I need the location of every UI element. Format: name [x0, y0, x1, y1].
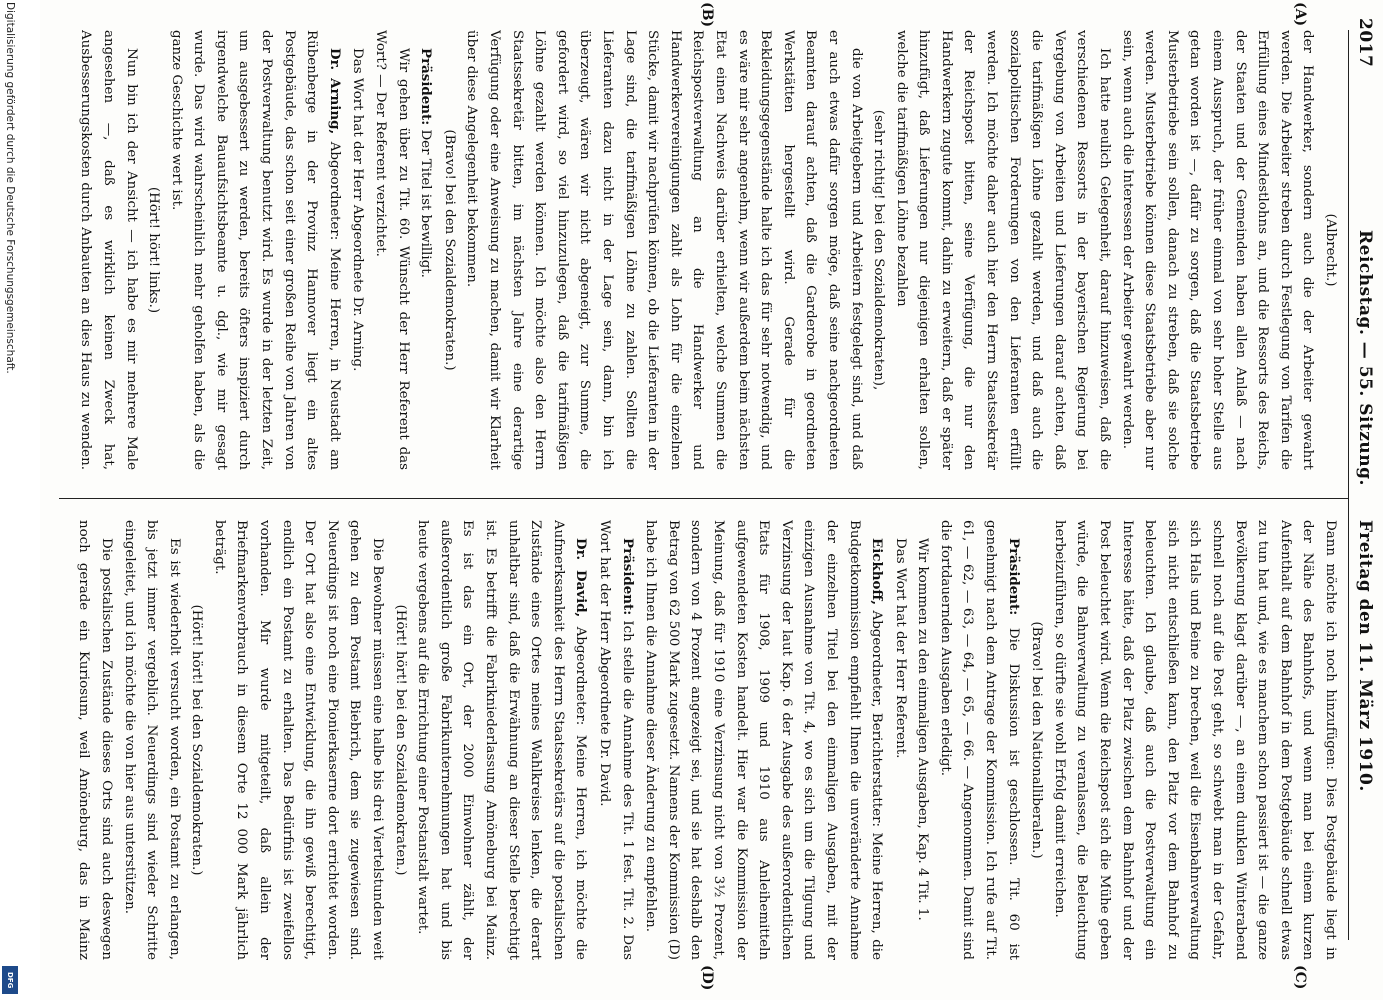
paragraph-text: Ich stelle die Annahme des Tit. 1 fest. Tit. 2. Das Wort hat der Herr Abgeordnete Dr. David.	[597, 520, 635, 960]
paragraph-text: Abgeordneter, Berichterstatter: Meine Herren, die Budgetkommission empfiehlt Ihnen die unveränderte Annahme der einzelnen Titel bei den einmaligen Ausgaben, mit der einzigen Ausnahme von Tit. 4, wo es sich um die Tilgung und Verzinsung der laut Kap. 6 der Ausgabe des außerordentlichen Etats für 1908, 1909 und 1910 aus Anleihemitteln aufgewendeten Kosten handelt. Hier war die Kommission der Meinung, daß für 1910 eine Verzinsung nicht von 3½ Prozent, sondern von 4 Prozent angezeigt sei, und sie hat deshalb den Betrag von 62 500 Mark zugesetzt. Namens der Kommission (D) habe ich Ihnen die Annahme dieser Änderung zu empfehlen.	[643, 520, 885, 960]
header-rule	[1348, 30, 1349, 940]
paragraph-text: Wir gehen über zu Tit. 60. Wünscht der Herr Referent das Wort? — Der Referent verzichtet.	[373, 30, 411, 470]
left-text-column	[71, 30, 1341, 470]
right-text-column	[71, 520, 1341, 960]
paragraph	[1318, 30, 1341, 470]
paragraph-text: Abgeordneter: Meine Herren, ich möchte die Aufmerksamkeit des Herrn Staatssekretärs auf die postalischen Zustände eines Ortes meines Wahlkreises lenken, die derart unhaltbar sind, daß die Erwähnung an dieser Stelle berechtigt ist. Es betrifft die Fabrikniederlassung Amöneburg bei Mainz. Es ist das ein Ort, der 2000 Einwohner zählt, der außerordentlich große Fabrikunternehmungen hat und bis heute vergebens auf die Errichtung einer Postanstalt wartet.	[415, 520, 589, 960]
page-number: 2017	[1355, 18, 1375, 68]
paragraph-text: Wir kommen zu den einmaligen Ausgaben, Kap. 4 Tit. 1.	[915, 538, 931, 921]
paragraph	[639, 520, 889, 960]
paragraph-text: (Hört! hört! links.)	[146, 186, 162, 314]
paragraph	[368, 30, 413, 470]
paragraph	[164, 30, 346, 470]
margin-mark-a: (A)	[1292, 2, 1308, 27]
paragraph	[888, 520, 911, 960]
margin-mark-b: (B)	[699, 2, 715, 28]
margin-mark-d: (D)	[699, 965, 715, 991]
paragraph-text: (Bravo! bei den Nationalliberalen.)	[1029, 621, 1045, 859]
digitization-note-text: Digitalisierung gefördert durch die Deutsche Forschungsgemeinschaft.	[4, 2, 16, 374]
paragraph	[437, 30, 460, 470]
paragraph-text: (sehr richtig! bei den Sozialdemokraten),	[871, 109, 887, 391]
paragraph-text: Das Wort hat der Herr Abgeordnete Dr. Arning.	[350, 48, 366, 372]
paragraph-text: (Hört! hört! bei den Sozialdemokraten.)	[189, 604, 205, 876]
column-divider	[59, 498, 1349, 499]
newspaper-page	[40, 0, 1383, 1000]
paragraph-text: Ich hatte neulich Gelegenheit, darauf hinzuweisen, daß die verschiedenen Ressorts in der bayerischen Regierung bei Vergebung von Arbeiten und Lieferungen darauf achten, daß die tarifmäßigen Löhne gezahlt werden, und daß auch die sozialpolitischen Forderungen von den Lieferanten erfüllt werden. Ich möchte daher auch hier den Herrn Staatssekretär der Reichspost bitten, seine Verfügung, die nur den Handwerkern zugute kommt, dahin zu erweitern, daß er später hinzufügt, daß Lieferungen nur diejenigen erhalten sollen, welche die tarifmäßigen Löhne bezahlen	[893, 30, 1113, 470]
paragraph	[388, 520, 411, 960]
paragraph-text: Das Wort hat der Herr Referent.	[892, 538, 908, 759]
paragraph-text: der Handwerker, sondern auch die der Arbeiter gewahrt werden. Die Arbeiter streben durch Festlegung von Tarifen die Erfüllung eines Mindestlohns an, und die Ressorts des Reichs, der Staaten und der Gemeinden haben allen Anlaß — nach einem Ausspruch, der früher einmal von sehr hoher Stelle aus getan worden ist —, dafür zu sorgen, daß die Staatsbetriebe Musterbetriebe sein sollen, danach zu streben, daß sie solche werden. Musterbetriebe können diese Staatsbetriebe aber nur sein, wenn auch die Interessen der Arbeiter gewahrt werden.	[1119, 30, 1316, 470]
paragraph	[1047, 520, 1341, 960]
paragraph-text: Es ist wiederholt versucht worden, ein Postamt zu erlangen, bis jetzt immer vergeblich. Neuerdings sind wieder Schritte eingeleitet, und ich möchte die von hier aus unterstützen.	[121, 520, 182, 960]
paragraph	[346, 30, 369, 470]
paragraph-text: Nun bin ich der Ansicht — ich habe es mir mehrere Male angesehen —, daß es wirklich keinen Zweck hat, Ausbesserungskosten durch Anbauten an dies Haus zu wenden.	[78, 30, 139, 470]
header-title-right: Freitag den 11. März 1910.	[1355, 520, 1375, 792]
digitization-note	[0, 2, 16, 1006]
speaker-name: Präsident:	[418, 48, 435, 126]
paragraph-text: Der Titel ist bewilligt.	[418, 125, 434, 278]
paragraph	[207, 520, 388, 960]
paragraph	[142, 30, 165, 470]
paragraph	[933, 520, 1024, 960]
paragraph	[117, 520, 185, 960]
paragraph	[185, 520, 208, 960]
speaker-name: Präsident:	[619, 538, 636, 616]
paragraph	[1025, 520, 1048, 960]
paragraph-text: (Bravo! bei den Sozialdemokraten.)	[441, 129, 457, 371]
paragraph-text: Die Diskussion ist geschlossen. Tit. 60 ist genehmigt nach dem Antrage der Kommission. Ich rufe auf Tit. 61, — 62, — 63, — 64, — 65, — 66. — Angenommen. Damit sind die fortdauernden Ausgaben erledigt.	[937, 520, 1021, 960]
paragraph-text: (Albrecht.)	[1323, 213, 1338, 287]
paragraph-text: die von Arbeitgebern und Arbeitern festgelegt sind, und daß er auch etwas dafür sorgen möge, daß seine nachgeordneten Beamten darauf achten, daß die Garderobe in geordneten Werkstätten hergestellt wird. Gerade für die Bekleidungsgegenstände halte ich das für sehr notwendig, und es wäre mir sehr angenehm, wenn wir außerdem beim nächsten Etat einen Nachweis darüber erhielten, welche Summen die Reichspostverwaltung an die Handwerker und Handwerkervereinigungen zahlt als Lohn für die einzelnen Stücke, damit wir nachprüfen können, ob die Lieferanten in der Lage sind, die tarifmäßigen Löhne zu zahlen. Sollten die Lieferanten dazu nicht in der Lage sein, dann, bin ich überzeugt, wären wir nicht abgeneigt, zur Summe, die gefordert wird, so viel hinzuzulegen, daß die tarifmäßigen Löhne gezahlt werden können. Ich möchte also den Herrn Staatssekretär bitten, im nächsten Jahre eine derartige Verfügung oder eine Anweisung zu machen, damit wir Klarheit über diese Angelegenheit bekommen.	[464, 30, 864, 470]
paragraph	[911, 520, 934, 960]
paragraph	[460, 30, 867, 470]
paragraph	[71, 520, 117, 960]
paragraph	[867, 30, 890, 470]
page-header	[1349, 0, 1377, 1000]
paragraph-text: Dann möchte ich noch hinzufügen: Dies Postgebäude liegt in der Nähe des Bahnhofs, und wenn man bei einem kurzen Aufenthalt auf dem Bahnhof in dem Postgebäude schnell etwas zu tun hat und, wie es manchem schon passiert ist — die ganze Bevölkerung klagt darüber —, an einem dunklen Winterabend schnell noch auf die Post geht, so schwebt man in der Gefahr, sich Hals und Beine zu brechen, weil die Eisenbahnverwaltung sich nicht entschließen kann, den Platz vor dem Bahnhof zu beleuchten. Ich glaube, daß auch die Postverwaltung ein Interesse hätte, daß der Platz zwischen dem Bahnhof und der Post beleuchtet wird. Wenn die Reichspost sich die Mühe geben würde, die Bahnverwaltung zu veranlassen, die Beleuchtung herbeizuführen, so dürfte sie wohl Erfolg damit erreichen.	[1051, 520, 1338, 960]
paragraph	[71, 30, 142, 470]
paragraph	[592, 520, 638, 960]
paragraph-text: Abgeordneter: Meine Herren, in Neustadt am Rübenberge in der Provinz Hannover liegt ein altes Postgebäude, das schon seit einer großen Reihe von Jahren von der Postverwaltung benutzt wird. Es wurde in der letzten Zeit, um ausgebessert zu werden, bereits öfters inspiziert durch irgendwelche Bauaufsichtsbeamte u. dgl., wie mir gesagt wurde. Das wird wahrscheinlich mehr geholfen haben, als die ganze Geschichte wert ist.	[168, 30, 342, 470]
paragraph-text: Die Bewohner müssen eine halbe bis drei Viertelstunden weit gehen zu dem Postamt Biebrich, dem sie zugewiesen sind. Neuerdings ist noch eine Pionierkaserne dort errichtet worden. Der Ort hat also eine Entwicklung, die ihn gewiß berechtigt, endlich ein Postamt zu erhalten. Das Bedürfnis ist zweifellos vorhanden. Mir wurde mitgeteilt, daß allein der Briefmarkenverbrauch in diesem Orte 12 000 Mark jährlich beträgt.	[211, 520, 386, 960]
paragraph	[414, 30, 438, 470]
header-title-left: Reichstag. — 55. Sitzung.	[1355, 230, 1375, 486]
margin-mark-c: (C)	[1292, 965, 1308, 990]
dfg-logo: DFG	[2, 966, 18, 994]
paragraph	[889, 30, 1115, 470]
paragraph-text: (Hört! hört! bei den Sozialdemokraten.)	[392, 604, 408, 876]
paragraph	[411, 520, 593, 960]
speaker-name: Präsident:	[1005, 538, 1022, 616]
speaker-name: Dr. Arning,	[326, 48, 343, 135]
paragraph-text: Die postalischen Zustände dieses Orts sind auch deswegen noch gerade ein Kuriosum, weil Amöneburg, das in Mainz	[76, 520, 114, 960]
speaker-name: Eickhoff,	[869, 538, 886, 606]
speaker-name: Dr. David,	[573, 538, 590, 618]
paragraph	[1115, 30, 1318, 470]
